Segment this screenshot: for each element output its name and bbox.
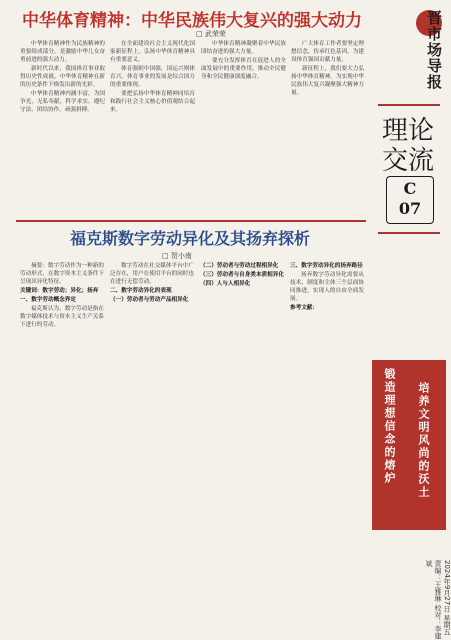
article1-paragraph: 新征程上，我们要大力弘扬中华体育精神，为实现中华民族伟大复兴凝聚强大精神力量。	[291, 66, 364, 96]
article1-paragraph: 在全面建设社会主义现代化国家新征程上，弘扬中华体育精神具有重要意义。	[110, 41, 195, 63]
article1-column-4	[291, 40, 364, 215]
promo-banner	[372, 360, 446, 530]
article2-subheading: （二）劳动者与劳动过程相异化	[200, 263, 279, 269]
sidebar-divider	[378, 104, 440, 106]
article1-column-3	[201, 40, 286, 215]
issue-meta: 2024年9月27日 星期五 责编：王雅琳 校对：李建斌	[425, 560, 451, 640]
issue-badge	[386, 176, 434, 224]
article2-byline: □ 贺小南	[162, 252, 192, 260]
article2-column-4	[290, 262, 364, 632]
article1-column-2	[110, 40, 195, 215]
article2-paragraph: 数字劳动在社交媒体平台中广泛存在，用户在使用平台的同时也在进行无偿劳动。	[110, 263, 194, 285]
article2-column-2	[110, 262, 194, 632]
article2-section-heading: 三、数字劳动异化的扬弃路径	[290, 263, 363, 269]
article1-paragraph: 要充分发挥体育在促进人的全面发展中的重要作用，推动全民健身和全民健康深度融合。	[201, 58, 286, 80]
article1-headline: 中华体育精神：中华民族伟大复兴的强大动力	[22, 11, 362, 31]
article1-byline: □ 武荣荣	[196, 30, 226, 38]
article2-subheading: （一）劳动者与劳动产品相异化	[110, 297, 189, 303]
article2-keywords: 关键词：数字劳动；异化；扬弃	[20, 288, 99, 294]
article2-column-3	[200, 262, 284, 632]
masthead-sidebar	[368, 0, 450, 640]
paper-logo	[372, 4, 446, 92]
article2-subheading: （三）劳动者与自身类本质相异化	[200, 272, 284, 278]
article1-column-1	[20, 40, 105, 215]
article1-paragraph: 广大体育工作者要坚定理想信念，传承红色基因，为建设体育强国贡献力量。	[291, 41, 364, 63]
sidebar-divider	[378, 232, 440, 234]
promo-line-2: 培养文明风尚的沃土	[417, 382, 430, 499]
paper-name: 晋市场导报	[425, 10, 443, 90]
article1-paragraph: 中华体育精神作为民族精神的重要组成部分，是激励中华儿女奋勇前进的强大动力。	[20, 41, 105, 63]
article2-section-heading: 一、数字劳动概念界定	[20, 297, 76, 303]
article2-column-1	[20, 262, 104, 632]
article1-paragraph: 中华体育精神凝聚着中华民族团结奋进的强大力量。	[201, 41, 286, 55]
article2-paragraph: 扬弃数字劳动异化需要从技术、制度和主体三个层面协同推进，实现人的自由全面发展。	[290, 272, 364, 302]
section-divider	[16, 220, 366, 222]
article2-headline: 福克斯数字劳动异化及其扬弃探析	[69, 229, 310, 248]
article2-subheading: （四）人与人相异化	[200, 281, 251, 287]
article1-paragraph: 体育强则中国强，国运兴则体育兴。体育事业的发展是综合国力的重要体现。	[110, 66, 195, 88]
article1-paragraph: 新时代以来，我国体育事业取得历史性成就，中华体育精神在新的历史条件下焕发出新的光彩。	[20, 66, 105, 88]
issue-number: 07	[398, 199, 422, 218]
article2-references-heading: 参考文献：	[290, 305, 318, 311]
article2-section-heading: 二、数字劳动异化的表现	[110, 288, 172, 294]
promo-line-1: 锻造理想信念的熔炉	[383, 368, 396, 485]
article2-abstract: 摘要：数字劳动作为一种新的劳动形式，在数字资本主义条件下呈现出异化特征。	[20, 263, 104, 285]
issue-letter: C	[403, 179, 417, 198]
article2-paragraph: 福克斯认为，数字劳动是指在数字媒体技术与资本主义生产关系下进行的劳动。	[20, 306, 104, 328]
article1-paragraph: 中华体育精神内涵丰富，为国争光、无私奉献、科学求实、遵纪守法、团结协作、顽强拼搏。	[20, 91, 105, 113]
column-name: 理论交流	[381, 116, 434, 176]
article1-paragraph: 要把弘扬中华体育精神同培育和践行社会主义核心价值观结合起来。	[110, 91, 195, 113]
